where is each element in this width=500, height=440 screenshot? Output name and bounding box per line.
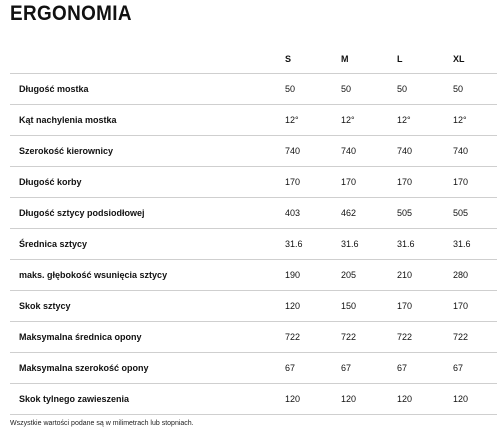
row-label: Długość mostka [10,74,285,105]
cell-value-xl: 31.6 [453,229,497,260]
cell-value-s: 12° [285,105,341,136]
table-row [10,260,497,291]
page-title: ERGONOMIA [10,2,132,25]
row-label: Szerokość kierownicy [10,136,285,167]
cell-value-s: 67 [285,353,341,384]
cell-value-xl: 170 [453,167,497,198]
row-label: maks. głębokość wsunięcia sztycy [10,260,285,291]
cell-value-xl: 740 [453,136,497,167]
cell-value-xl: 280 [453,260,497,291]
cell-value-m: 67 [341,353,397,384]
cell-value-m: 205 [341,260,397,291]
cell-value-m: 462 [341,198,397,229]
ergonomics-table [10,44,497,415]
cell-value-l: 67 [397,353,453,384]
cell-value-l: 722 [397,322,453,353]
cell-value-xl: 50 [453,74,497,105]
cell-value-l: 12° [397,105,453,136]
row-label: Długość korby [10,167,285,198]
row-label: Skok tylnego zawieszenia [10,384,285,415]
cell-value-s: 722 [285,322,341,353]
cell-value-l: 50 [397,74,453,105]
table-row [10,353,497,384]
cell-value-xl: 170 [453,291,497,322]
table-row [10,291,497,322]
table-row [10,167,497,198]
cell-value-l: 170 [397,167,453,198]
cell-value-s: 120 [285,291,341,322]
table-row [10,105,497,136]
cell-value-l: 740 [397,136,453,167]
cell-value-m: 31.6 [341,229,397,260]
cell-value-l: 31.6 [397,229,453,260]
cell-value-l: 170 [397,291,453,322]
cell-value-l: 505 [397,198,453,229]
row-label: Długość sztycy podsiodłowej [10,198,285,229]
cell-value-s: 403 [285,198,341,229]
cell-value-m: 150 [341,291,397,322]
cell-value-s: 31.6 [285,229,341,260]
table-row [10,136,497,167]
cell-value-m: 722 [341,322,397,353]
cell-value-l: 120 [397,384,453,415]
row-label: Średnica sztycy [10,229,285,260]
cell-value-m: 120 [341,384,397,415]
cell-value-l: 210 [397,260,453,291]
cell-value-xl: 505 [453,198,497,229]
units-footnote: Wszystkie wartości podane są w milimetrach lub stopniach. [10,420,194,427]
cell-value-s: 740 [285,136,341,167]
header-size-l: L [397,44,453,74]
cell-value-s: 190 [285,260,341,291]
cell-value-s: 50 [285,74,341,105]
cell-value-s: 120 [285,384,341,415]
cell-value-m: 50 [341,74,397,105]
header-size-s: S [285,44,341,74]
table-row [10,322,497,353]
header-size-m: M [341,44,397,74]
cell-value-xl: 722 [453,322,497,353]
cell-value-xl: 120 [453,384,497,415]
row-label: Maksymalna szerokość opony [10,353,285,384]
cell-value-xl: 67 [453,353,497,384]
cell-value-xl: 12° [453,105,497,136]
table-row [10,198,497,229]
row-label: Kąt nachylenia mostka [10,105,285,136]
header-label-cell [10,44,285,74]
header-size-xl: XL [453,44,497,74]
cell-value-m: 740 [341,136,397,167]
table-row [10,229,497,260]
row-label: Maksymalna średnica opony [10,322,285,353]
cell-value-s: 170 [285,167,341,198]
table-row [10,74,497,105]
table-row [10,384,497,415]
table-header-row [10,44,497,74]
row-label: Skok sztycy [10,291,285,322]
cell-value-m: 170 [341,167,397,198]
cell-value-m: 12° [341,105,397,136]
